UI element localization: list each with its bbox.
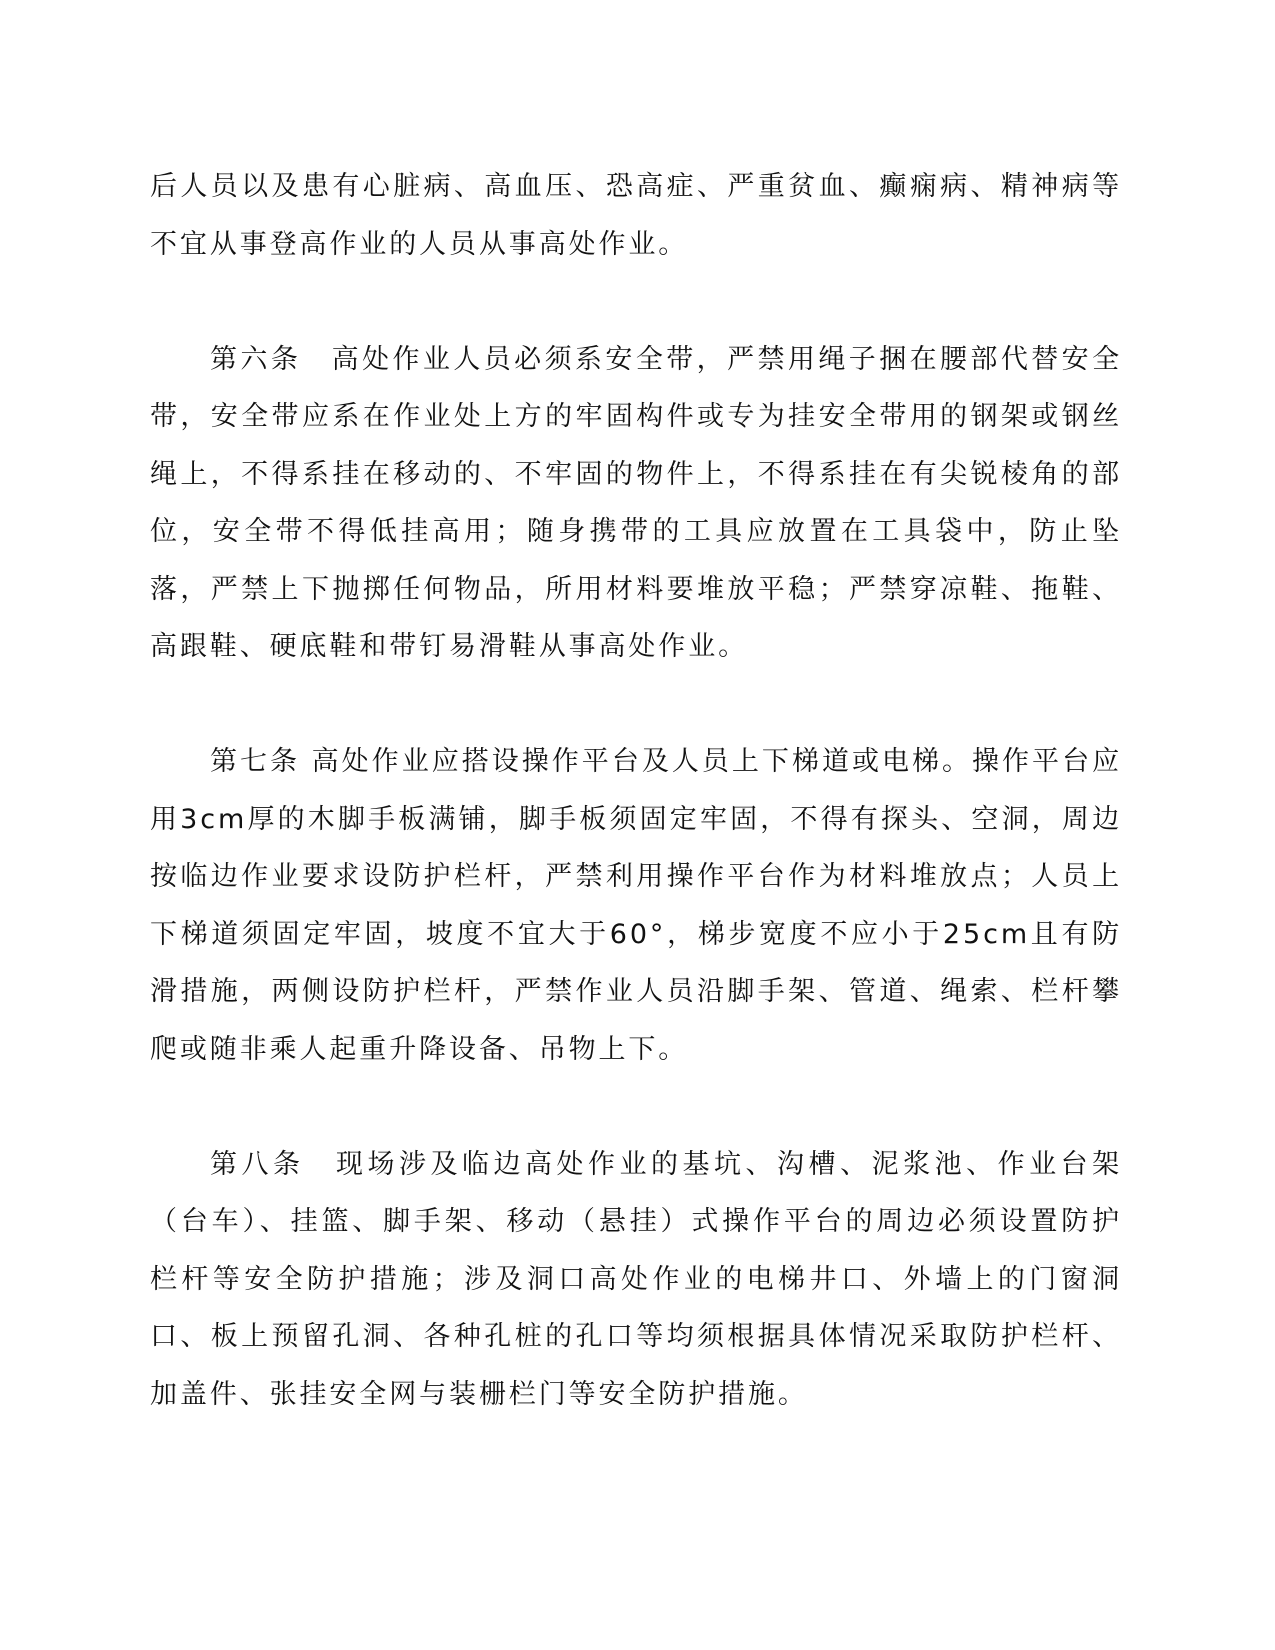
paragraph-gap — [150, 1078, 1122, 1136]
paragraph-article-8: 第八条 现场涉及临边高处作业的基坑、沟槽、泥浆池、作业台架（台车）、挂篮、脚手架、移动（悬挂）式操作平台的周边必须设置防护栏杆等安全防护措施；涉及洞口高处作业的电梯井口、外墙上的门窗洞口、板上预留孔洞、各种孔桩的孔口等均须根据具体情况采取防护栏杆、加盖件、张挂安全网与装栅栏门等安全防护措施。 — [150, 1148, 1122, 1410]
paragraph-article-6: 第六条 高处作业人员必须系安全带，严禁用绳子捆在腰部代替安全带，安全带应系在作业处上方的牢固构件或专为挂安全带用的钢架或钢丝绳上，不得系挂在移动的、不牢固的物件上，不得系挂在有尖锐棱角的部位，安全带不得低挂高用；随身携带的工具应放置在工具袋中，防止坠落，严禁上下抛掷任何物品，所用材料要堆放平稳；严禁穿凉鞋、拖鞋、高跟鞋、硬底鞋和带钉易滑鞋从事高处作业。 — [150, 343, 1122, 662]
document-body — [150, 158, 1122, 1423]
paragraph-gap — [150, 273, 1122, 331]
paragraph-gap — [150, 676, 1122, 734]
paragraph-continuation: 后人员以及患有心脏病、高血压、恐高症、严重贫血、癫痫病、精神病等不宜从事登高作业的人员从事高处作业。 — [150, 171, 1122, 260]
paragraph-article-7: 第七条 高处作业应搭设操作平台及人员上下梯道或电梯。操作平台应用3cm厚的木脚手板满铺，脚手板须固定牢固，不得有探头、空洞，周边按临边作业要求设防护栏杆，严禁利用操作平台作为材料堆放点；人员上下梯道须固定牢固，坡度不宜大于60°，梯步宽度不应小于25cm且有防滑措施，两侧设防护栏杆，严禁作业人员沿脚手架、管道、绳索、栏杆攀爬或随非乘人起重升降设备、吊物上下。 — [150, 746, 1122, 1065]
